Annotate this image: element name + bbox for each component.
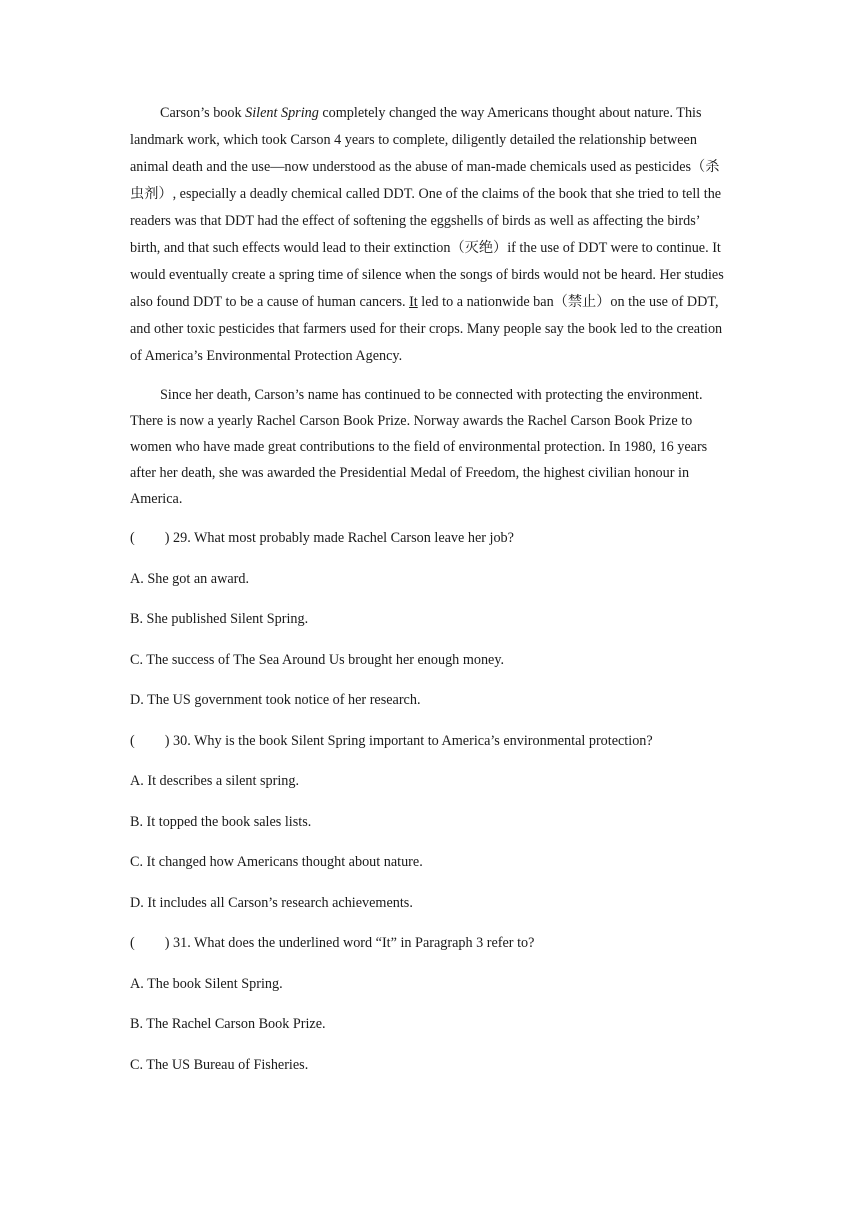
paragraph-text: led to a nationwide ban（禁止）on the use of DDT, and other toxic pesticides that farmers used for their crops. Many people say the book led to the creation of America’s Environmental Protection Agency. bbox=[130, 294, 723, 364]
paragraph-4: Since her death, Carson’s name has continued to be connected with protecting the environment. There is now a yearly Rachel Carson Book Prize. Norway awards the Rachel Carson Book Prize to women who have made great contributions to the field of environmental protection. In 1980, 16 years after her death, she was awarded the Presidential Medal of Freedom, the highest civilian honour in America. bbox=[130, 387, 708, 507]
question-stem: ( ) 30. Why is the book Silent Spring important to America’s environmental protection? bbox=[130, 732, 653, 749]
option-a: A. The book Silent Spring. bbox=[130, 975, 283, 992]
paragraph-text: completely changed the way Americans thought about nature. This landmark work, which took Carson 4 years to complete, diligently detailed the relationship between animal death and the use—now understood as the abuse of man-made chemicals used as pesticides（杀虫剂）, especially a deadly chemical called DDT. One of the claims of the book that she tried to tell the readers was that DDT had the effect of softening the eggshells of birds as well as affecting the birds’ birth, and that such effects would lead to their extinction（灭绝）if the use of DDT were to continue. It would eventually create a spring time of silence when the songs of birds would not be heard. Her studies also found DDT to be a cause of human cancers. bbox=[130, 105, 724, 310]
underlined-word: It bbox=[409, 294, 418, 310]
option-b: B. She published Silent Spring. bbox=[130, 611, 309, 627]
question-29 bbox=[130, 528, 730, 710]
book-title: Silent Spring bbox=[245, 105, 319, 121]
document-page bbox=[130, 100, 730, 1095]
option-c: C. It changed how Americans thought about nature. bbox=[130, 854, 423, 870]
paragraph-text: Carson’s book bbox=[160, 105, 246, 121]
option-c: C. The US Bureau of Fisheries. bbox=[130, 1056, 309, 1073]
paragraph-3 bbox=[130, 100, 730, 370]
option-d: D. It includes all Carson’s research achievements. bbox=[130, 894, 413, 911]
question-31 bbox=[130, 933, 730, 1075]
question-stem: ( ) 29. What most probably made Rachel Carson leave her job? bbox=[130, 530, 514, 546]
question-stem: ( ) 31. What does the underlined word “It” in Paragraph 3 refer to? bbox=[130, 935, 535, 951]
question-30 bbox=[130, 731, 730, 913]
option-c: C. The success of The Sea Around Us brought her enough money. bbox=[130, 651, 505, 668]
option-a: A. It describes a silent spring. bbox=[130, 773, 300, 789]
option-b: B. It topped the book sales lists. bbox=[130, 813, 312, 830]
option-b: B. The Rachel Carson Book Prize. bbox=[130, 1016, 326, 1032]
option-a: A. She got an award. bbox=[130, 570, 249, 587]
option-d: D. The US government took notice of her research. bbox=[130, 692, 421, 708]
